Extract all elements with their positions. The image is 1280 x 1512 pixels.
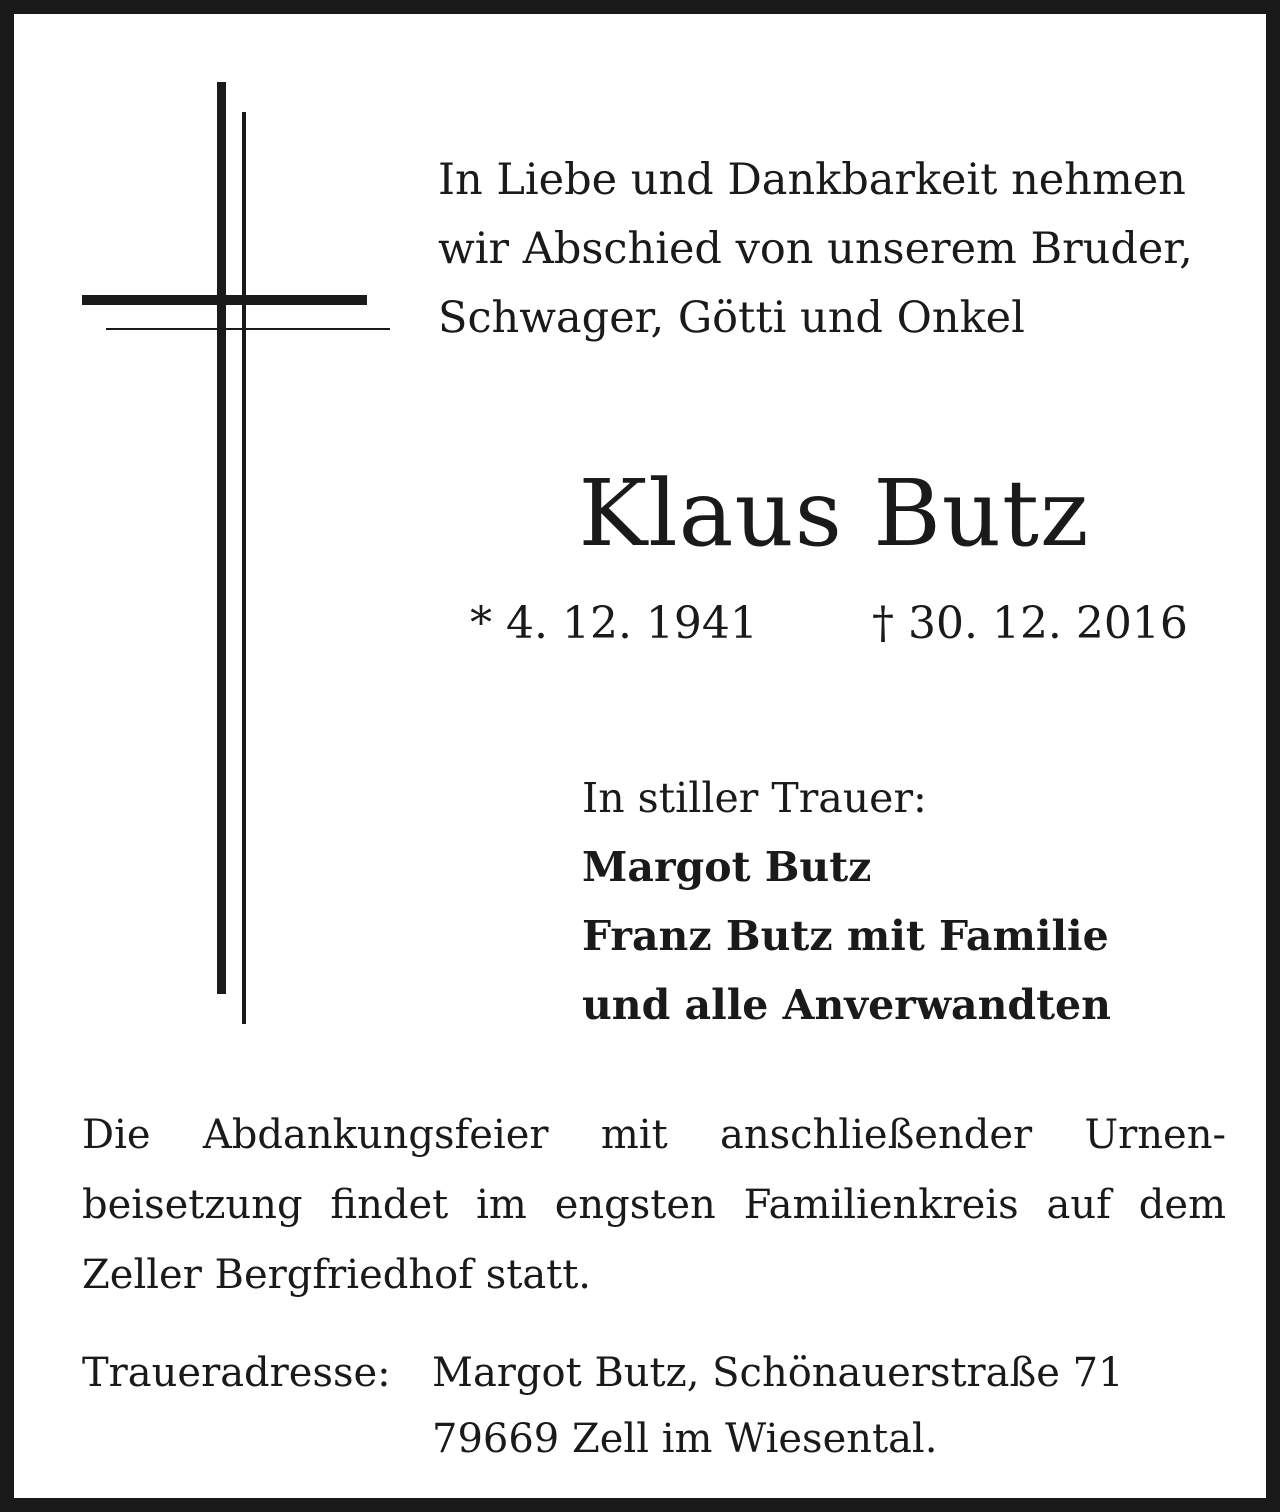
cross-horizontal-bar — [82, 295, 367, 305]
mourner-name: und alle Anverwandten — [582, 981, 1111, 1029]
mourner-name: Franz Butz mit Familie — [582, 912, 1109, 960]
cross-vertical-bar — [217, 82, 226, 994]
ceremony-line: Die Abdankungsfeier mit anschließender Urnen- — [82, 1112, 1226, 1158]
mourning-address — [82, 1340, 1226, 1472]
address-label: Traueradresse: — [82, 1350, 391, 1396]
intro-line: In Liebe und Dankbarkeit nehmen — [438, 155, 1186, 205]
cross-icon — [14, 14, 414, 1034]
birth-date: * 4. 12. 1941 — [470, 598, 758, 649]
intro-text — [438, 146, 1258, 353]
intro-line: Schwager, Götti und Onkel — [438, 293, 1025, 343]
ceremony-line: beisetzung findet im engsten Familienkreis auf dem — [82, 1182, 1226, 1228]
ceremony-line: Zeller Bergfriedhof statt. — [82, 1252, 592, 1298]
death-date: † 30. 12. 2016 — [872, 598, 1188, 649]
cross-horizontal-line — [106, 328, 390, 330]
mourner-name: Margot Butz — [582, 843, 872, 891]
cross-vertical-line — [242, 112, 246, 1024]
mourners-block — [582, 764, 1262, 1040]
intro-line: wir Abschied von unserem Bruder, — [438, 224, 1193, 274]
ceremony-text — [82, 1100, 1226, 1310]
address-line-2: 79669 Zell im Wiesental. — [432, 1416, 938, 1462]
mourners-heading: In stiller Trauer: — [582, 774, 927, 822]
address-line-1: Margot Butz, Schönauerstraße 71 — [432, 1350, 1124, 1396]
deceased-name: Klaus Butz — [578, 460, 1090, 567]
